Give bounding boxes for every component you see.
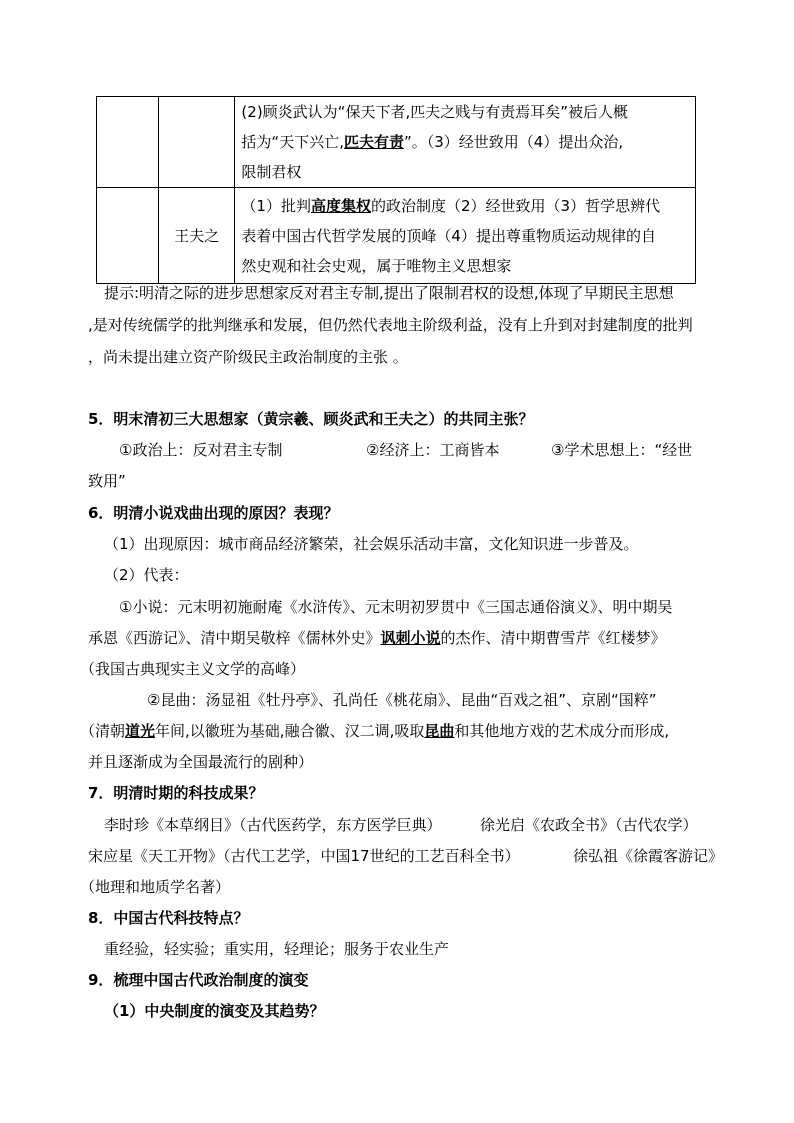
thinkers-table — [96, 96, 696, 284]
text-span: （1）批判 — [241, 196, 311, 215]
answer-text: 徐弘祖《徐霞客游记》 — [573, 847, 724, 865]
table-cell-empty — [97, 97, 159, 188]
answer-text: （地理和地质学名著） — [80, 878, 231, 896]
thinker-name: 王夫之 — [159, 188, 235, 284]
answer-text: 重经验，轻实验；重实用，轻理论；服务于农业生产 — [104, 940, 450, 958]
table-row — [97, 188, 696, 284]
answer-text: （我国古典现实主义文学的高峰） — [80, 660, 306, 678]
answer-text: （2）代表： — [104, 566, 189, 584]
question-9-subtitle: （1）中央制度的演变及其趋势？ — [104, 1002, 325, 1020]
cell-text: 表着中国古代哲学发展的顶峰（4）提出尊重物质运动规律的自 — [241, 226, 656, 245]
question-7-title: 7．明清时期的科技成果？ — [88, 784, 264, 802]
answer-text: 徐光启《农政全书》（古代农学） — [480, 816, 698, 834]
table-row — [97, 97, 696, 188]
text-span: 括为“天下兴亡, — [241, 133, 344, 151]
cell-text: 然史观和社会史观，属于唯物主义思想家 — [241, 256, 512, 275]
question-9-title: 9．梳理中国古代政治制度的演变 — [88, 971, 309, 989]
underlined-term: 道光 — [125, 722, 156, 740]
answer-text: ①小说：元末明初施耐庵《水浒传》、元末明初罗贯中《三国志通俗演义》、明中期吴 — [119, 598, 673, 616]
table-cell-gu-yanwu — [235, 97, 696, 188]
text-span: 承恩《西游记》、清中期吴敬梓《儒林外史》 — [88, 629, 381, 647]
answer-text: ③学术思想上：“经世 — [551, 441, 693, 459]
tip-text: ，尚未提出建立资产阶级民主政治制度的主张 。 — [88, 348, 408, 366]
question-6-title: 6．明清小说戏曲出现的原因？表现？ — [88, 504, 339, 522]
answer-text: 宋应星《天工开物》（古代工艺学，中国17世纪的工艺百科全书） — [88, 847, 520, 865]
answer-text: 并且逐渐成为全国最流行的剧种） — [88, 753, 314, 771]
table-cell-name-empty — [159, 97, 235, 188]
answer-text — [88, 628, 666, 648]
answer-text — [80, 721, 669, 741]
cell-text: (2)顾炎武认为“保天下者,匹夫之贱与有责焉耳矣”被后人概 — [241, 103, 628, 121]
answer-text: （1）出现原因：城市商品经济繁荣，社会娱乐活动丰富，文化知识进一步普及。 — [104, 535, 639, 553]
text-span: 年间,以徽班为基础,融合徽、汉二调,吸取 — [155, 722, 425, 740]
question-5-title: 5．明末清初三大思想家（黄宗羲、顾炎武和王夫之）的共同主张？ — [88, 410, 534, 428]
underlined-term: 昆曲 — [424, 722, 455, 740]
text-span: 和其他地方戏的艺术成分而形成, — [454, 722, 670, 740]
answer-text: ②昆曲：汤显祖《牡丹亭》、孔尚任《桃花扇》、昆曲“百戏之祖”、京剧“国粹” — [147, 691, 657, 709]
underlined-term: 匹夫有责 — [343, 133, 404, 151]
table-cell-empty — [97, 188, 159, 284]
answer-text: 李时珍《本草纲目》（古代医药学，东方医学巨典） — [104, 816, 442, 834]
answer-text: ②经济上：工商皆本 — [366, 441, 500, 459]
text-span: （清朝 — [80, 722, 126, 740]
answer-text: 致用” — [88, 472, 126, 490]
underlined-term: 讽刺小说 — [380, 629, 441, 647]
tip-text: ,是对传统儒学的批判继承和发展，但仍然代表地主阶级利益，没有上升到对封建制度的批判 — [88, 316, 693, 334]
answer-text: ①政治上：反对君主专制 — [119, 441, 283, 459]
tip-text: 提示:明清之际的进步思想家反对君主专制,提出了限制君权的设想,体现了早期民主思想 — [104, 284, 674, 302]
text-span: 的政治制度（2）经世致用（3）哲学思辨代 — [370, 196, 661, 215]
cell-text — [241, 127, 691, 157]
cell-text: 限制君权 — [241, 163, 302, 181]
text-span: ”。（3）经世致用（4）提出众治, — [403, 133, 624, 151]
table-cell-wang-fuzhi — [235, 188, 696, 284]
cell-text — [241, 191, 691, 221]
question-8-title: 8．中国古代科技特点？ — [88, 909, 249, 927]
text-span: 的杰作、清中期曹雪芹《红楼梦》 — [440, 629, 666, 647]
underlined-term: 高度集权 — [310, 196, 371, 215]
